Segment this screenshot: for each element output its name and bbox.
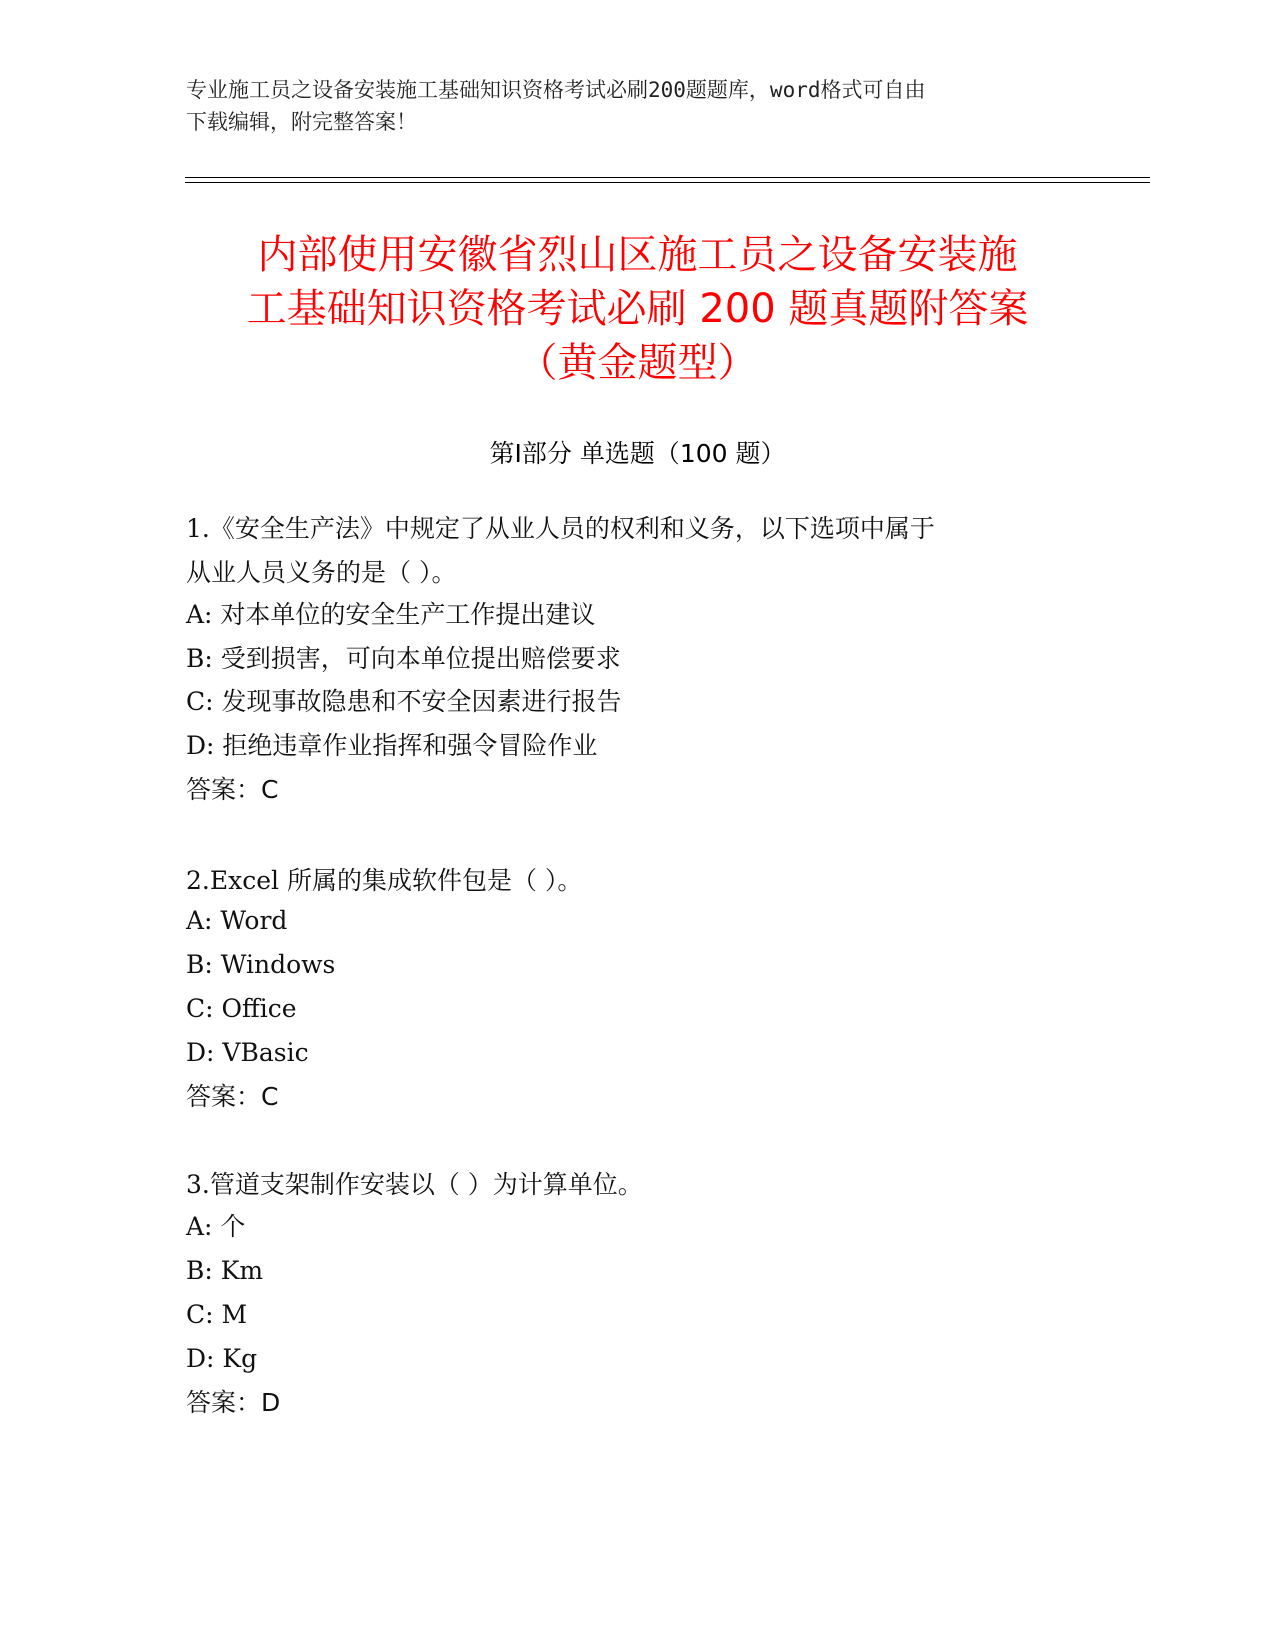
question-1-option-c: C: 发现事故隐患和不安全因素进行报告 [186, 687, 622, 716]
title-line1: 内部使用安徽省烈山区施工员之设备安装施 [257, 232, 1018, 278]
section-heading: 第Ⅰ部分 单选题（100 题） [489, 439, 786, 468]
question-2-text: 2.Excel 所属的集成软件包是（ ）。 [186, 866, 583, 895]
question-1-text-line1: 1.《安全生产法》中规定了从业人员的权利和义务，以下选项中属于 [186, 514, 935, 543]
question-3-option-a: A: 个 [186, 1212, 246, 1241]
header-note-line2: 下载编辑，附完整答案！ [186, 110, 417, 134]
question-2-option-b: B: Windows [186, 950, 336, 979]
document-title [160, 228, 1115, 390]
question-1-option-b: B: 受到损害，可向本单位提出赔偿要求 [186, 644, 621, 673]
question-1-text-line2: 从业人员义务的是（ ）。 [186, 558, 457, 587]
question-1-option-d: D: 拒绝违章作业指挥和强令冒险作业 [186, 731, 598, 760]
header-divider-bottom [185, 182, 1150, 183]
question-2-option-d: D: VBasic [186, 1038, 309, 1067]
question-3-option-c: C: M [186, 1300, 248, 1329]
header-note [186, 74, 1066, 138]
question-3-option-d: D: Kg [186, 1344, 258, 1373]
question-1-answer: 答案：C [186, 775, 279, 804]
question-2-option-c: C: Office [186, 994, 297, 1023]
question-3-text: 3.管道支架制作安装以（ ）为计算单位。 [186, 1170, 643, 1199]
question-3-option-b: B: Km [186, 1256, 264, 1285]
header-note-line1: 专业施工员之设备安装施工基础知识资格考试必刷200题题库，word格式可自由 [186, 78, 926, 102]
header-divider-top [185, 177, 1150, 178]
question-2-answer: 答案：C [186, 1082, 279, 1111]
question-1-option-a: A: 对本单位的安全生产工作提出建议 [186, 600, 596, 629]
title-line2: 工基础知识资格考试必刷 200 题真题附答案 [246, 286, 1029, 332]
question-2-option-a: A: Word [186, 906, 288, 935]
title-line3: （黄金题型） [517, 340, 758, 386]
question-3-answer: 答案：D [186, 1388, 281, 1417]
